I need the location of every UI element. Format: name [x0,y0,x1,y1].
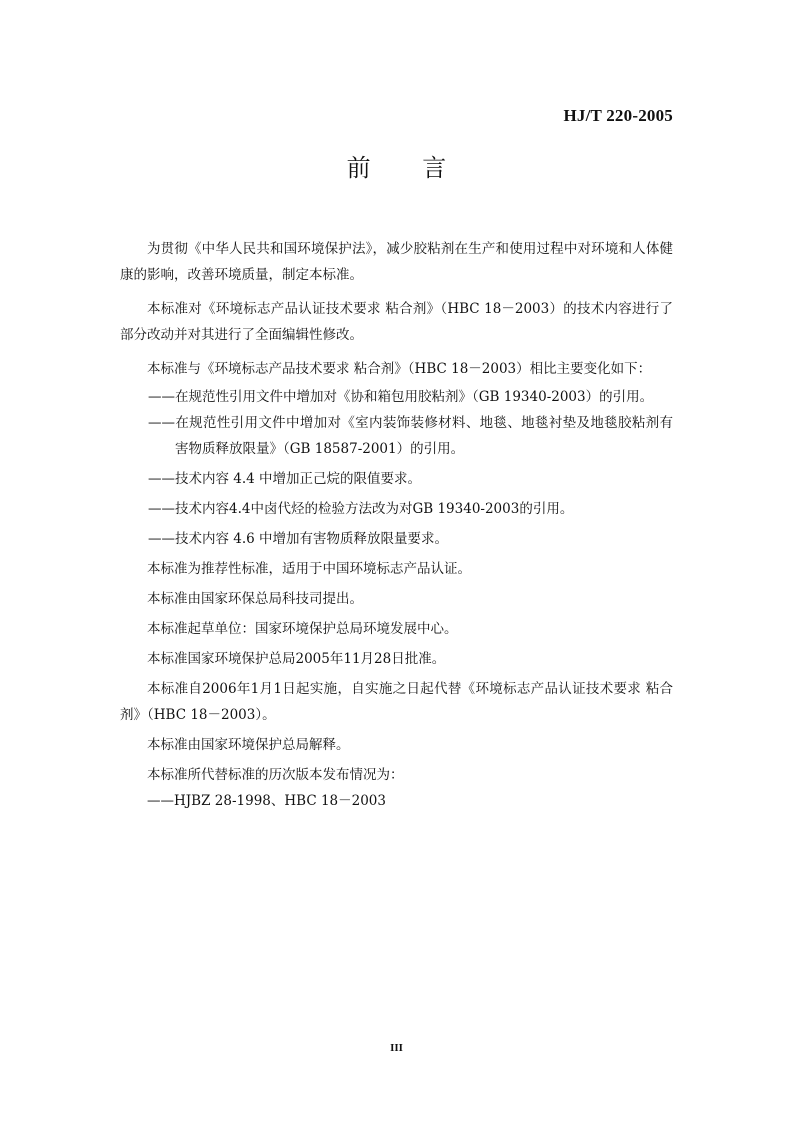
change-item: ——技术内容 4.4 中增加正己烷的限值要求。 [148,471,422,487]
paragraph-purpose: 为贯彻《中华人民共和国环境保护法》，减少胶粘剂在生产和使用过程中对环境和人体健康的影响，改善环境质量，制定本标准。 [120,241,673,283]
paragraph-changes-intro: 本标准与《环境标志产品技术要求 粘合剂》（HBC 18－2003）相比主要变化如下： [147,361,652,377]
standard-code: HJ/T 220-2005 [563,106,673,125]
page-title: 前 言 [346,154,469,182]
paragraph-revision: 本标准对《环境标志产品认证技术要求 粘合剂》（HBC 18－2003）的技术内容进行了部分改动并对其进行了全面编辑性修改。 [120,301,673,343]
change-item: ——技术内容4.4中卤代烃的检验方法改为对GB 19340-2003的引用。 [148,501,574,517]
change-item: ——在规范性引用文件中增加对《室内装饰装修材料、地毯、地毯衬垫及地毯胶粘剂有害物质释放限量》（GB 18587-2001）的引用。 [148,415,673,457]
statement-recommended: 本标准为推荐性标准，适用于中国环境标志产品认证。 [147,561,471,577]
foreword-body [120,236,673,814]
statement-proposer: 本标准由国家环保总局科技司提出。 [147,591,363,607]
statement-approval: 本标准国家环境保护总局2005年11月28日批准。 [147,651,446,667]
change-item: ——技术内容 4.6 中增加有害物质释放限量要求。 [148,531,449,547]
change-item: ——在规范性引用文件中增加对《协和箱包用胶粘剂》（GB 19340-2003）的引用。 [148,389,654,405]
statement-drafter: 本标准起草单位：国家环境保护总局环境发展中心。 [147,621,458,637]
history-item: ——HJBZ 28-1998、HBC 18－2003 [147,793,386,809]
statement-effective: 本标准自2006年1月1日起实施，自实施之日起代替《环境标志产品认证技术要求 粘合剂》（HBC 18－2003）。 [120,681,673,723]
statement-interpretation: 本标准由国家环境保护总局解释。 [147,737,350,753]
statement-history: 本标准所代替标准的历次版本发布情况为： [147,767,404,783]
page-number: III [390,1042,403,1054]
